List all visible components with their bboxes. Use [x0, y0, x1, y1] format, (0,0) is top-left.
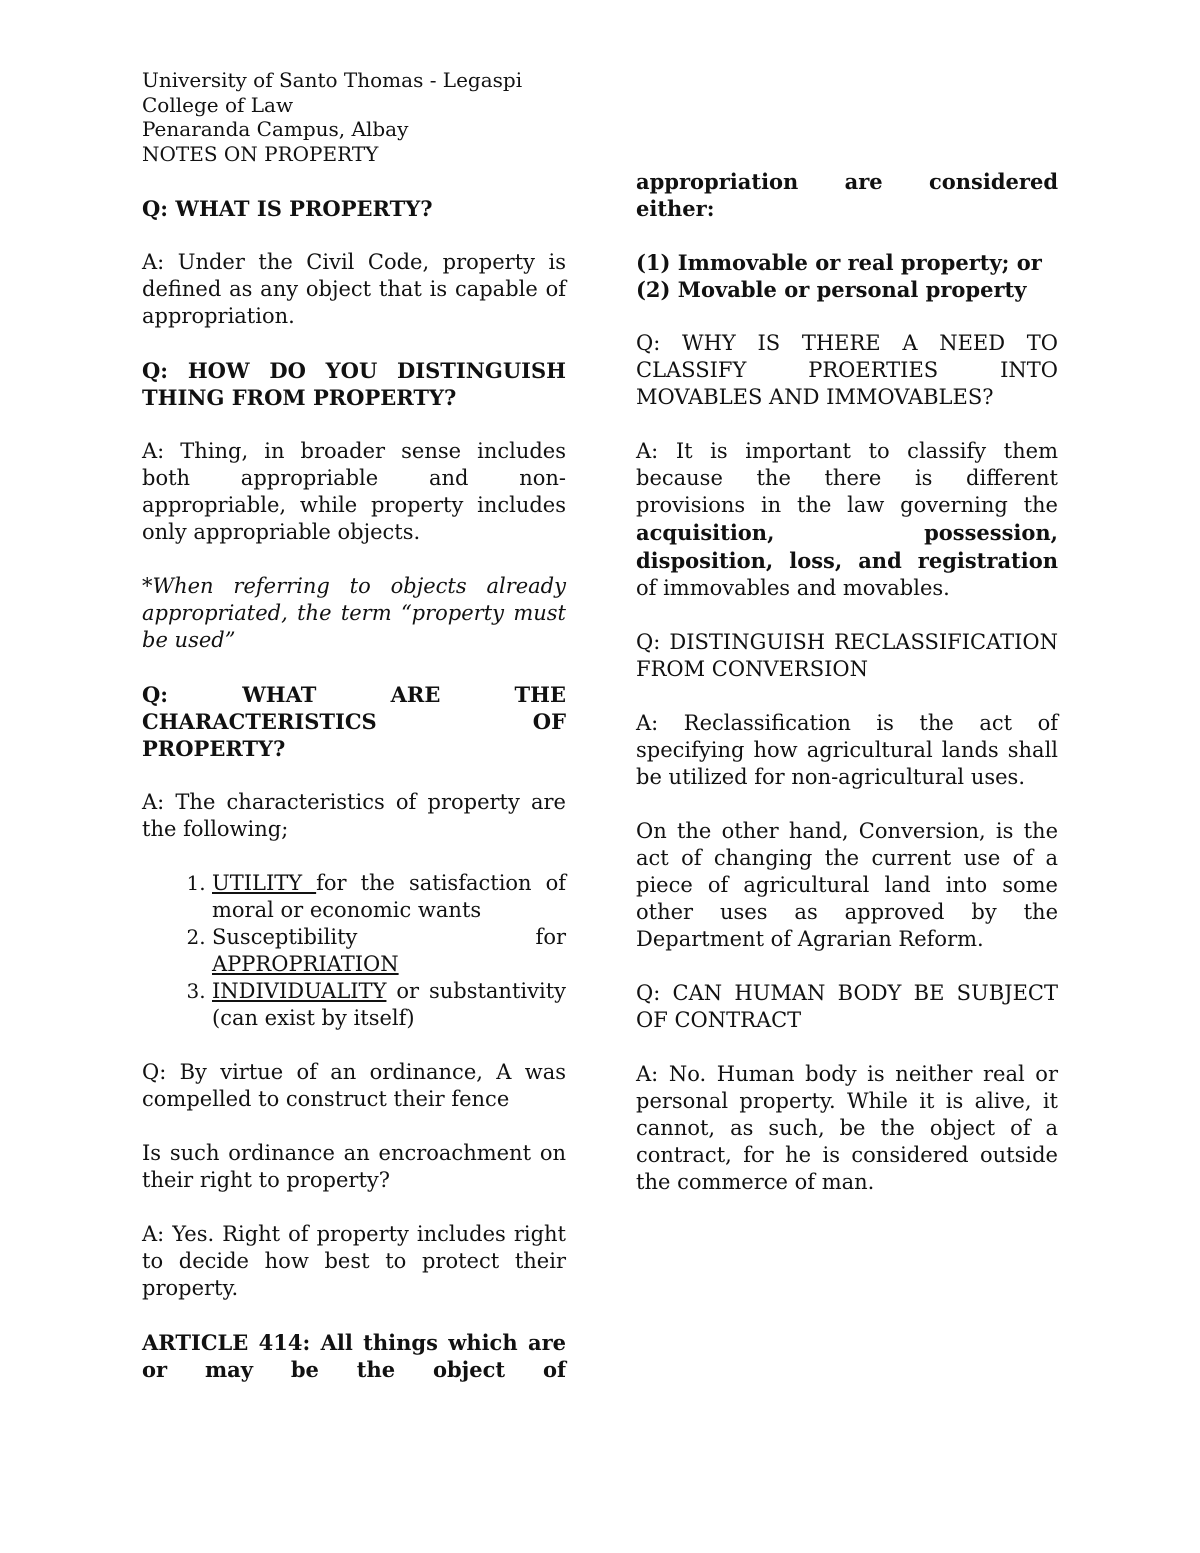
- answer-ordinance: A: Yes. Right of property includes right to decide how best to protect their property.: [142, 1222, 566, 1300]
- property-classes: [636, 249, 1058, 303]
- question-characteristics-line3: PROPERTY?: [142, 736, 286, 761]
- list-item: [212, 870, 566, 924]
- list-item: [212, 978, 566, 1032]
- answer-classify-need: [636, 438, 1058, 602]
- immovable-option: (1) Immovable or real property; or: [636, 250, 1042, 275]
- left-column: [142, 195, 566, 1383]
- movable-option: (2) Movable or personal property: [636, 277, 1027, 302]
- article-414: ARTICLE 414: All things which are or may be the object of: [142, 1330, 566, 1382]
- note-appropriated-objects: *When referring to objects already appropriated, the term “property must be used”: [142, 574, 566, 652]
- answer-classify-bold: acquisition, possession, disposition, loss, and registration: [636, 520, 1058, 573]
- susceptibility-label: 2. Susceptibility for: [212, 925, 566, 949]
- article-414-continued: appropriation are considered either:: [636, 169, 1058, 221]
- question-characteristics-line2: CHARACTERISTICS OF: [142, 709, 566, 734]
- answer-what-is-property: A: Under the Civil Code, property is defined as any object that is capable of appropriation.: [142, 250, 566, 328]
- header-college: College of Law: [142, 92, 294, 117]
- answer-classify-end: of immovables and movables.: [636, 576, 950, 600]
- appropriation-label: APPROPRIATION: [212, 952, 399, 976]
- individuality-label: INDIVIDUALITY: [212, 979, 387, 1003]
- answer-reclassification: A: Reclassification is the act of specifying how agricultural lands shall be utilized for non-agricultural uses.: [636, 711, 1058, 789]
- header-title: NOTES ON PROPERTY: [142, 141, 379, 166]
- document-header: [142, 68, 582, 166]
- question-human-body: Q: CAN HUMAN BODY BE SUBJECT OF CONTRACT: [636, 981, 1058, 1032]
- header-campus: Penaranda Campus, Albay: [142, 117, 409, 141]
- question-characteristics-line1: Q: WHAT ARE THE: [142, 682, 566, 707]
- right-column: [636, 168, 1058, 1223]
- question-characteristics: [142, 681, 566, 762]
- individuality-desc: or substantivity (can exist by itself): [212, 979, 566, 1030]
- answer-conversion: On the other hand, Conversion, is the act of changing the current use of a piece of agricultural land into some other uses as approved by the Department of Agrarian Reform.: [636, 819, 1058, 951]
- utility-desc: for the satisfaction of moral or economic wants: [212, 871, 566, 922]
- question-what-is-property: Q: WHAT IS PROPERTY?: [142, 196, 433, 221]
- answer-human-body: A: No. Human body is neither real or personal property. While it is alive, it cannot, as such, be the object of a contract, for he is considered outside the commerce of man.: [636, 1062, 1058, 1194]
- question-encroachment: Is such ordinance an encroachment on their right to property?: [142, 1141, 566, 1192]
- answer-classify-text: A: It is important to classify them because the there is different provisions in the law governing the: [636, 439, 1058, 517]
- question-classify-need: Q: WHY IS THERE A NEED TO CLASSIFY PROERTIES INTO MOVABLES AND IMMOVABLES?: [636, 331, 1058, 409]
- header-university: University of Santo Thomas - Legaspi: [142, 68, 523, 92]
- characteristics-list: [142, 870, 566, 1032]
- utility-label: UTILITY: [212, 871, 317, 895]
- list-item: [212, 924, 566, 978]
- answer-characteristics-intro: A: The characteristics of property are the following;: [142, 790, 566, 841]
- question-thing-vs-property: Q: HOW DO YOU DISTINGUISH THING FROM PROPERTY?: [142, 358, 566, 410]
- question-reclassification: Q: DISTINGUISH RECLASSIFICATION FROM CONVERSION: [636, 630, 1058, 681]
- question-ordinance: Q: By virtue of an ordinance, A was compelled to construct their fence: [142, 1060, 566, 1111]
- answer-thing-vs-property: A: Thing, in broader sense includes both appropriable and non-appropriable, while property includes only appropriable objects.: [142, 439, 566, 544]
